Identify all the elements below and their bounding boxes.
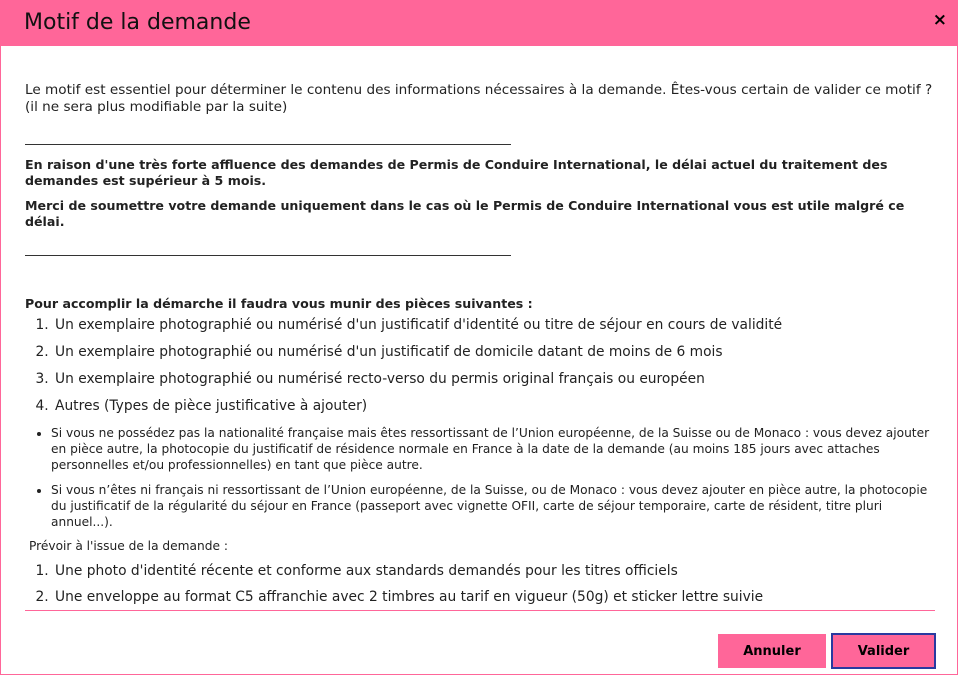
pieces-heading: Pour accomplir la démarche il faudra vous munir des pièces suivantes : [25,296,533,311]
intro-text: Le motif est essentiel pour déterminer le contenu des informations nécessaires à la demande. Êtes-vous certain de valider ce motif ? (il ne sera plus modifiable par la suite) [25,82,933,115]
dialog-content [1,46,957,606]
list-item: 2. Un exemplaire photographié ou numérisé d'un justificatif de domicile datant de moins de 6 mois [53,344,937,361]
notice-delay-a: En raison d'une très forte affluence des demandes de Permis de Conduire International [25,157,646,172]
list-item: 3. Un exemplaire photographié ou numérisé recto-verso du permis original français ou européen [53,371,937,388]
cancel-button[interactable]: Annuler [718,634,826,668]
confirm-button[interactable]: Valider [831,633,936,669]
pieces-list [25,317,937,415]
notice-delay-b: , le délai actuel du traitement des demandes est supérieur à 5 mois. [25,157,888,188]
divider [25,144,511,145]
notes-list [25,425,937,530]
list-item: 4. Autres (Types de pièce justificative à ajouter) [53,398,937,415]
dialog-header [1,1,957,46]
list-item: • Si vous n’êtes ni français ni ressortissant de l’Union européenne, de la Suisse, ou de Monaco : vous devez ajouter en pièce autre, la photocopie du justificatif de la régularité du séjour en France (passeport avec vignette OFII, carte de séjour temporaire, carte de résident, titre pluri annuel...). [51,482,937,530]
close-icon[interactable]: × [932,10,947,30]
dialog-title: Motif de la demande [24,10,251,35]
list-item: 1. Une photo d'identité récente et conforme aux standards demandés pour les titres officiels [53,563,937,580]
after-list [25,563,937,606]
notice-submit: Merci de soumettre votre demande uniquement dans le cas où le Permis de Conduire International vous est utile malgré ce délai. [25,198,905,229]
list-item: • Si vous ne possédez pas la nationalité française mais êtes ressortissant de l’Union européenne, de la Suisse ou de Monaco : vous devez ajouter en pièce autre, la photocopie du justificatif de résidence normale en France à la date de la demande (au moins 185 jours avec attaches personnelles et/ou professionnelles) en tant que pièce autre. [51,425,937,473]
divider [25,255,511,256]
notice-delay [25,157,937,189]
footer-divider [25,610,935,611]
after-heading: Prévoir à l'issue de la demande : [29,539,228,553]
list-item: 1. Un exemplaire photographié ou numérisé d'un justificatif d'identité ou titre de séjour en cours de validité [53,317,937,334]
list-item: 2. Une enveloppe au format C5 affranchie avec 2 timbres au tarif en vigueur (50g) et sticker lettre suivie [53,589,937,606]
